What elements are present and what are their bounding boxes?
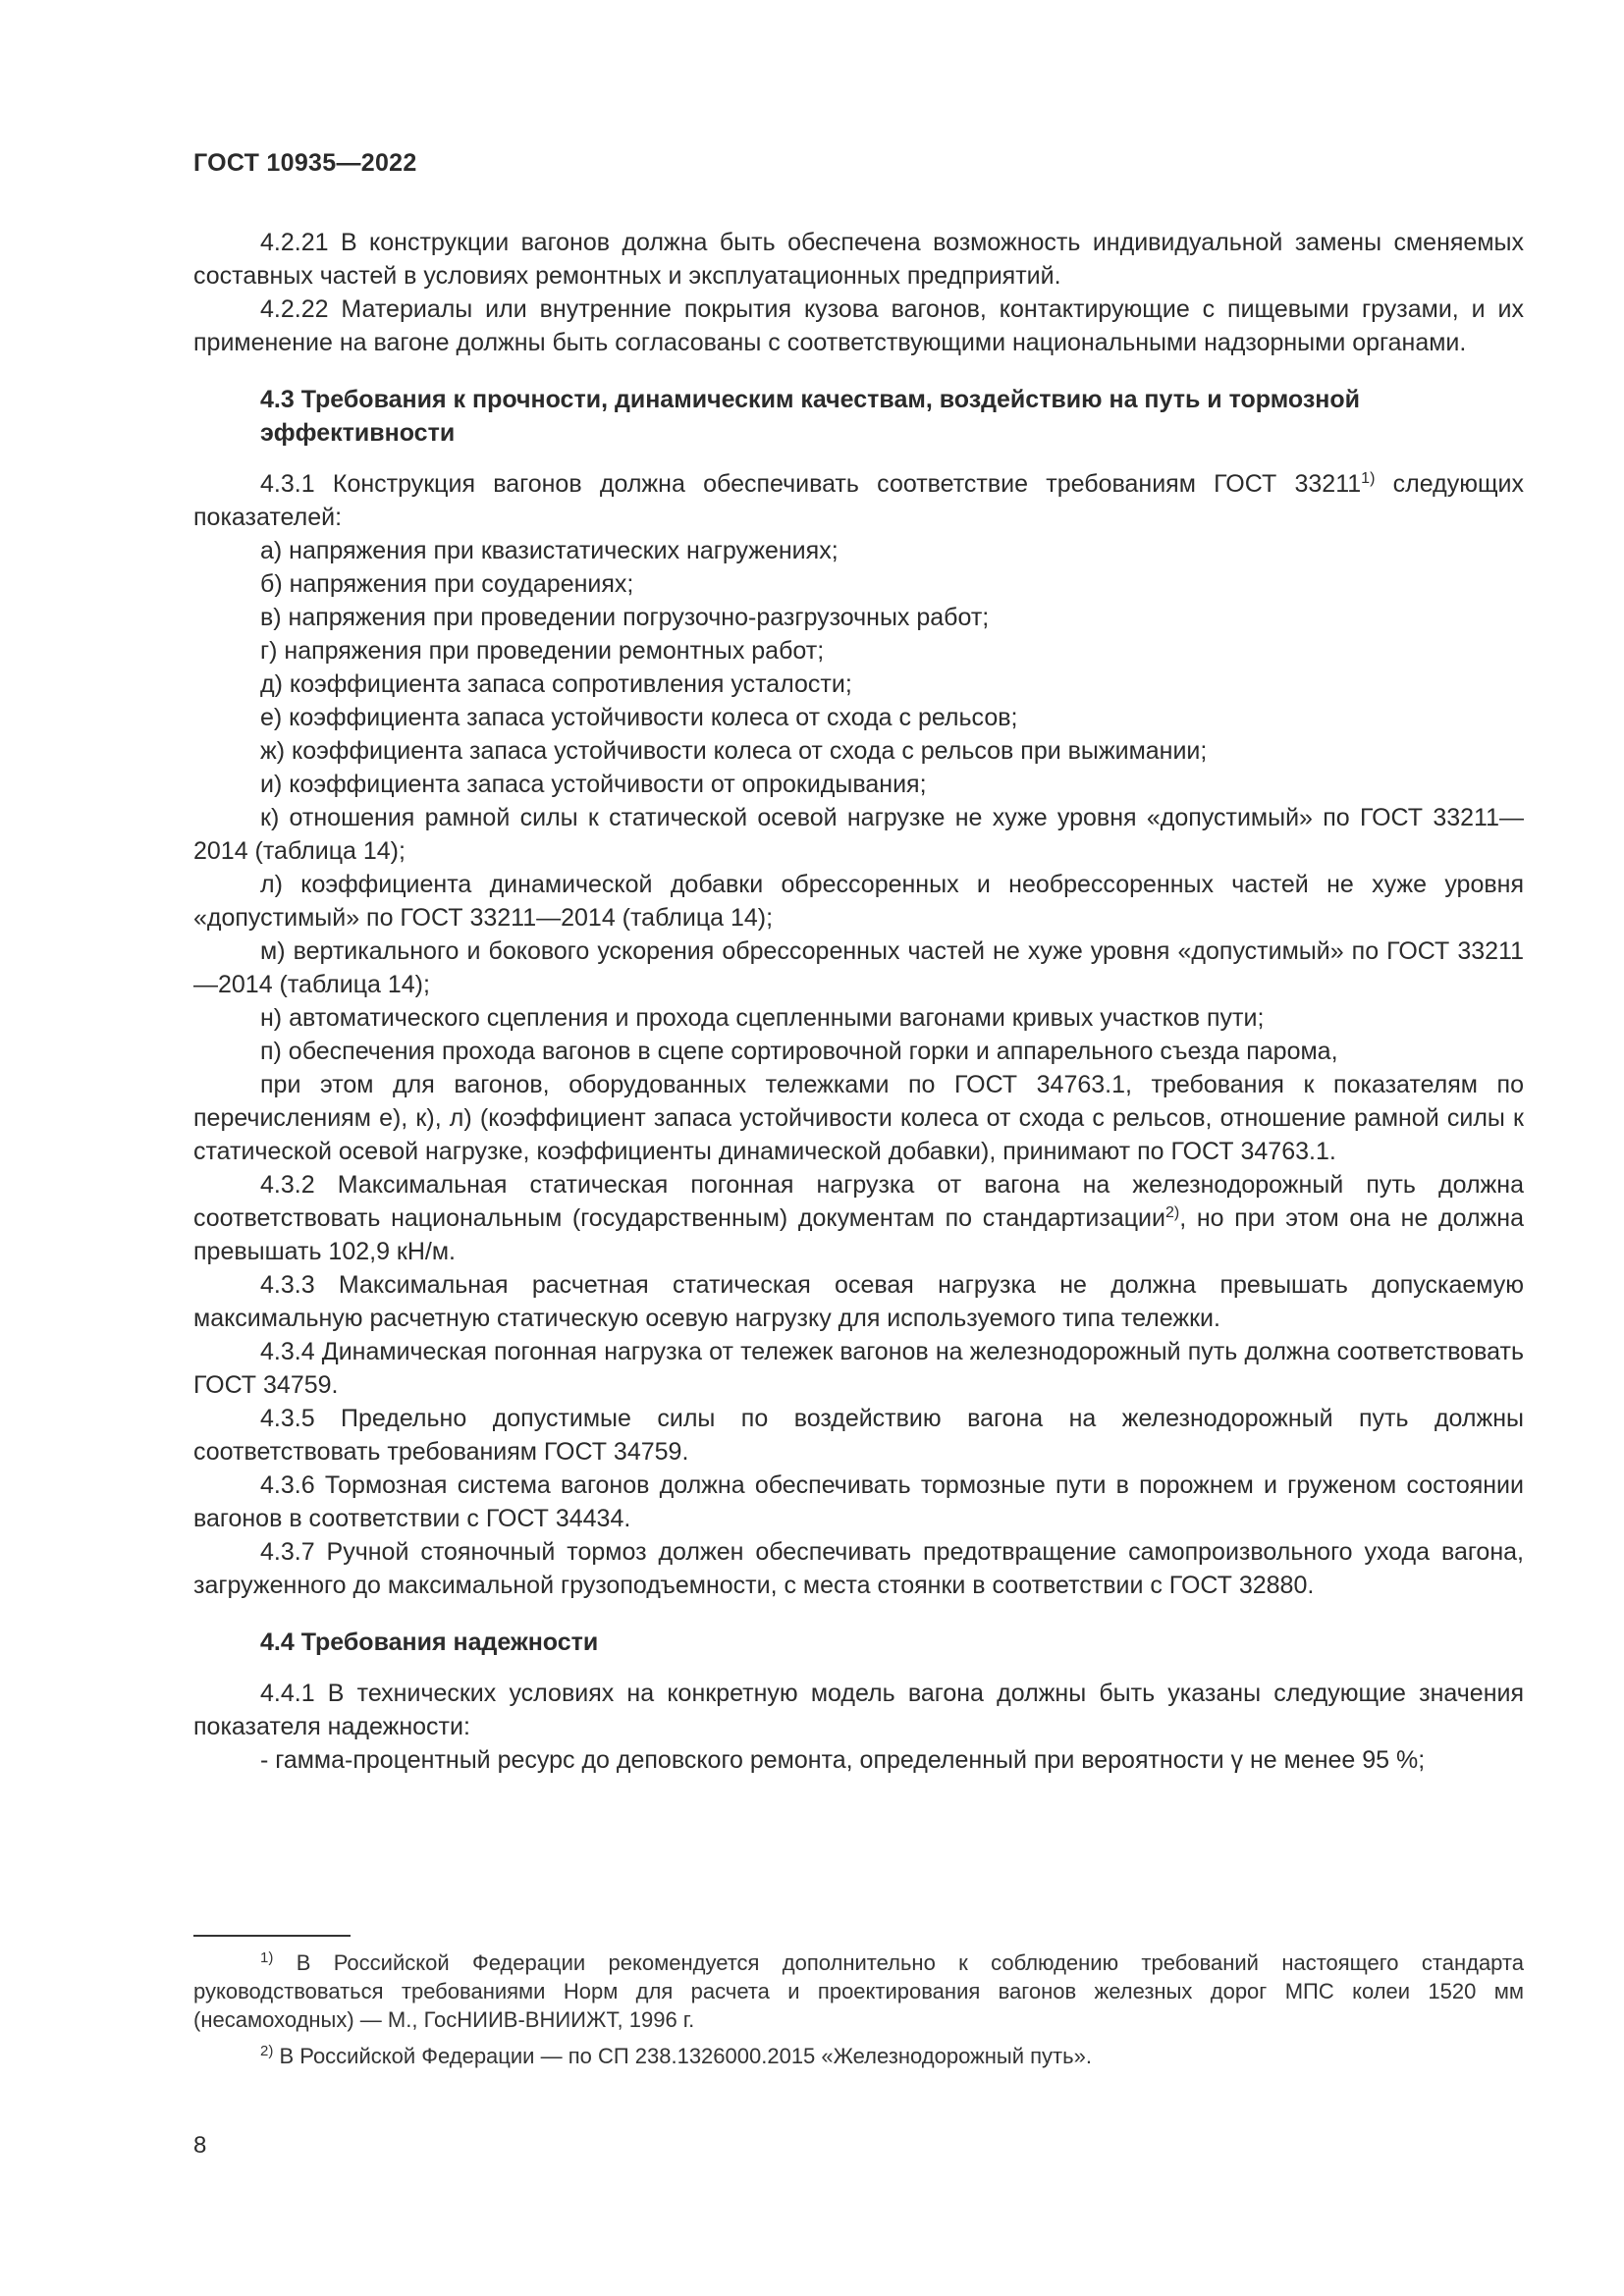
section-title-4-4: 4.4 Требования надежности (260, 1629, 599, 1656)
footnote-mark: 2) (260, 2043, 274, 2059)
paragraph-4-3-4: 4.3.4 Динамическая погонная нагрузка от тележек вагонов на железнодорожный путь должна соответствовать ГОСТ 34759. (193, 1338, 1524, 1399)
footnote-text: В Российской Федерации — по СП 238.1326000.2015 «Железнодорожный путь». (273, 2044, 1092, 2068)
list-item: а) напряжения при квазистатических нагружениях; (260, 537, 839, 564)
list-item: г) напряжения при проведении ремонтных работ; (260, 637, 825, 665)
list-item: п) обеспечения прохода вагонов в сцепе сортировочной горки и аппарельного съезда парома, (260, 1038, 1338, 1065)
paragraph-text: , но при этом она не должна превышать 102,9 кН/м. (193, 1204, 1524, 1265)
document-header: ГОСТ 10935—2022 (193, 149, 417, 177)
footnote-separator (193, 1935, 351, 1937)
paragraph-4-4-1: 4.4.1 В технических условиях на конкретную модель вагона должны быть указаны следующие значения показателя надежности: (193, 1680, 1524, 1740)
paragraph-4-3-5: 4.3.5 Предельно допустимые силы по воздействию вагона на железнодорожный путь должны соответствовать требованиям ГОСТ 34759. (193, 1405, 1524, 1466)
footnote-ref-2: 2) (1164, 1204, 1180, 1221)
paragraph-4-3-7: 4.3.7 Ручной стояночный тормоз должен обеспечивать предотвращение самопроизвольного ухода вагона, загруженного до максимальной грузоподъемности, с места стоянки в соответствии с ГОСТ 32880. (193, 1538, 1524, 1599)
list-item: в) напряжения при проведении погрузочно-разгрузочных работ; (260, 604, 990, 631)
list-item: б) напряжения при соударениях; (260, 570, 634, 598)
list-item: л) коэффициента динамической добавки обрессоренных и необрессоренных частей не хуже уровня «допустимый» по ГОСТ 33211—2014 (таблица 14); (193, 871, 1524, 932)
list-item: е) коэффициента запаса устойчивости колеса от схода с рельсов; (260, 704, 1018, 731)
paragraph-4-2-22: 4.2.22 Материалы или внутренние покрытия кузова вагонов, контактирующие с пищевыми грузами, и их применение на вагоне должны быть согласованы с соответствующими национальными надзорными органами. (193, 295, 1524, 356)
paragraph-text: 4.3.1 Конструкция вагонов должна обеспечивать соответствие требованиям ГОСТ 33211 (260, 470, 1362, 498)
footnote-ref-1: 1) (1361, 470, 1376, 487)
paragraph-text: следующих показателей: (193, 470, 1524, 531)
list-item: м) вертикального и бокового ускорения обрессоренных частей не хуже уровня «допустимый» по ГОСТ 33211—2014 (таблица 14); (193, 937, 1524, 998)
list-item: н) автоматического сцепления и прохода сцепленными вагонами кривых участков пути; (260, 1004, 1265, 1032)
section-title-4-3: 4.3 Требования к прочности, динамическим качествам, воздействию на путь и тормозной эффективности (260, 386, 1360, 447)
paragraph-4-3-3: 4.3.3 Максимальная расчетная статическая осевая нагрузка не должна превышать допускаемую максимальную расчетную статическую осевую нагрузку для используемого типа тележки. (193, 1271, 1524, 1332)
paragraph-4-3-1 (193, 467, 1524, 534)
paragraph-4-3-6: 4.3.6 Тормозная система вагонов должна обеспечивать тормозные пути в порожнем и груженом состоянии вагонов в соответствии с ГОСТ 34434. (193, 1471, 1524, 1532)
list-item: д) коэффициента запаса сопротивления усталости; (260, 670, 852, 698)
paragraph-4-4-1-item: - гамма-процентный ресурс до деповского ремонта, определенный при вероятности γ не менее 95 %; (260, 1746, 1426, 1774)
list-item: к) отношения рамной силы к статической осевой нагрузке не хуже уровня «допустимый» по ГОСТ 33211—2014 (таблица 14); (193, 804, 1524, 865)
footnote-mark: 1) (260, 1949, 274, 1966)
paragraph-4-3-2 (193, 1168, 1524, 1268)
list-item: и) коэффициента запаса устойчивости от опрокидывания; (260, 771, 927, 798)
paragraph-4-3-1-note: при этом для вагонов, оборудованных тележками по ГОСТ 34763.1, требования к показателям по перечислениям е), к), л) (коэффициент запаса устойчивости колеса от схода с рельсов, отношение рамной силы к статической осевой нагрузке, коэффициенты динамической добавки), принимают по ГОСТ 34763.1. (193, 1071, 1524, 1165)
paragraph-4-2-21: 4.2.21 В конструкции вагонов должна быть обеспечена возможность индивидуальной замены сменяемых составных частей в условиях ремонтных и эксплуатационных предприятий. (193, 229, 1524, 290)
footnote-2 (193, 2042, 1524, 2070)
main-text (193, 226, 1524, 1777)
footnote-1 (193, 1949, 1524, 2034)
footnotes (193, 1949, 1524, 2078)
list-item: ж) коэффициента запаса устойчивости колеса от схода с рельсов при выжимании; (260, 737, 1208, 765)
footnote-text: В Российской Федерации рекомендуется дополнительно к соблюдению требований настоящего стандарта руководствоваться требованиями Норм для расчета и проектирования вагонов железных дорог МПС колеи 1520 мм (несамоходных) — М., ГосНИИВ-ВНИИЖТ, 1996 г. (193, 1950, 1524, 2032)
page-number: 8 (193, 2132, 207, 2159)
paragraph-text: 4.3.2 Максимальная статическая погонная нагрузка от вагона на железнодорожный путь должна соответствовать национальным (государственным) документам по стандартизации (193, 1171, 1524, 1232)
